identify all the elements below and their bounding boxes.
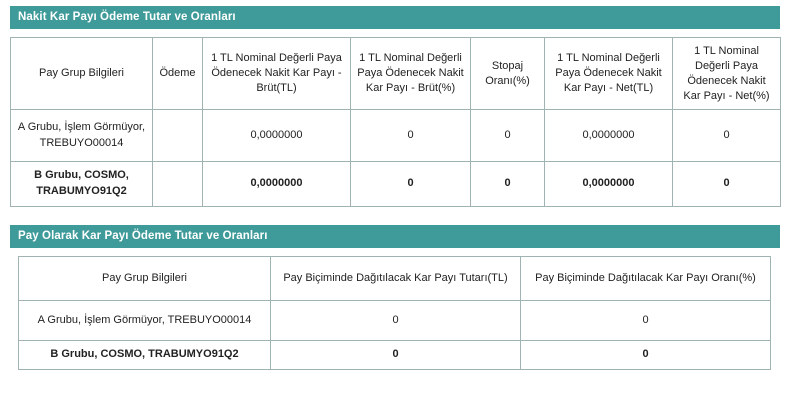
- cell-tutar-a: 0: [271, 301, 521, 341]
- cell-tutar-b: 0: [271, 341, 521, 370]
- share-dividend-section-header: Pay Olarak Kar Payı Ödeme Tutar ve Oranları: [10, 225, 780, 248]
- cell-net-pct-b: 0: [673, 162, 781, 207]
- cell-brut-pct-a: 0: [351, 110, 471, 162]
- spacer: [10, 207, 780, 225]
- cash-dividend-table: [10, 37, 781, 207]
- cash-dividend-section-header: Nakit Kar Payı Ödeme Tutar ve Oranları: [10, 6, 780, 29]
- column-header-brut-tl: 1 TL Nominal Değerli Paya Ödenecek Nakit Kar Payı - Brüt(TL): [203, 38, 351, 110]
- share-dividend-table: [18, 256, 771, 370]
- cell-stopaj-b: 0: [471, 162, 545, 207]
- cell-group-a: A Grubu, İşlem Görmüyor, TREBUYO00014: [19, 301, 271, 341]
- spacer: [10, 29, 780, 37]
- column-header-brut-pct: 1 TL Nominal Değerli Paya Ödenecek Nakit Kar Payı - Brüt(%): [351, 38, 471, 110]
- table-row: [19, 301, 771, 341]
- cell-net-pct-a: 0: [673, 110, 781, 162]
- table-row: [19, 341, 771, 370]
- spacer: [10, 248, 780, 256]
- cell-group-b: B Grubu, COSMO, TRABUMYO91Q2: [19, 341, 271, 370]
- column-header-pay-orani: Pay Biçiminde Dağıtılacak Kar Payı Oranı(%): [521, 257, 771, 301]
- share-dividend-table-body: [19, 301, 771, 370]
- column-header-pay-grup-bilgileri: Pay Grup Bilgileri: [11, 38, 153, 110]
- cell-odeme-b: [153, 162, 203, 207]
- table-header-row: [11, 38, 781, 110]
- cell-brut-tl-a: 0,0000000: [203, 110, 351, 162]
- cell-oran-a: 0: [521, 301, 771, 341]
- column-header-net-pct: 1 TL Nominal Değerli Paya Ödenecek Nakit Kar Payı - Net(%): [673, 38, 781, 110]
- column-header-net-tl: 1 TL Nominal Değerli Paya Ödenecek Nakit Kar Payı - Net(TL): [545, 38, 673, 110]
- cell-net-tl-a: 0,0000000: [545, 110, 673, 162]
- cell-group-b: B Grubu, COSMO, TRABUMYO91Q2: [11, 162, 153, 207]
- cash-dividend-table-body: [11, 110, 781, 207]
- column-header-pay-grup-bilgileri: Pay Grup Bilgileri: [19, 257, 271, 301]
- cell-brut-pct-b: 0: [351, 162, 471, 207]
- cash-dividend-table-head: [11, 38, 781, 110]
- cell-odeme-a: [153, 110, 203, 162]
- table-row: [11, 162, 781, 207]
- share-dividend-table-wrapper: [10, 256, 780, 370]
- cell-net-tl-b: 0,0000000: [545, 162, 673, 207]
- column-header-stopaj-orani: Stopaj Oranı(%): [471, 38, 545, 110]
- column-header-odeme: Ödeme: [153, 38, 203, 110]
- table-header-row: [19, 257, 771, 301]
- cell-oran-b: 0: [521, 341, 771, 370]
- share-dividend-table-head: [19, 257, 771, 301]
- cell-group-a: A Grubu, İşlem Görmüyor, TREBUYO00014: [11, 110, 153, 162]
- cell-stopaj-a: 0: [471, 110, 545, 162]
- table-row: [11, 110, 781, 162]
- cell-brut-tl-b: 0,0000000: [203, 162, 351, 207]
- column-header-pay-tutari: Pay Biçiminde Dağıtılacak Kar Payı Tutarı(TL): [271, 257, 521, 301]
